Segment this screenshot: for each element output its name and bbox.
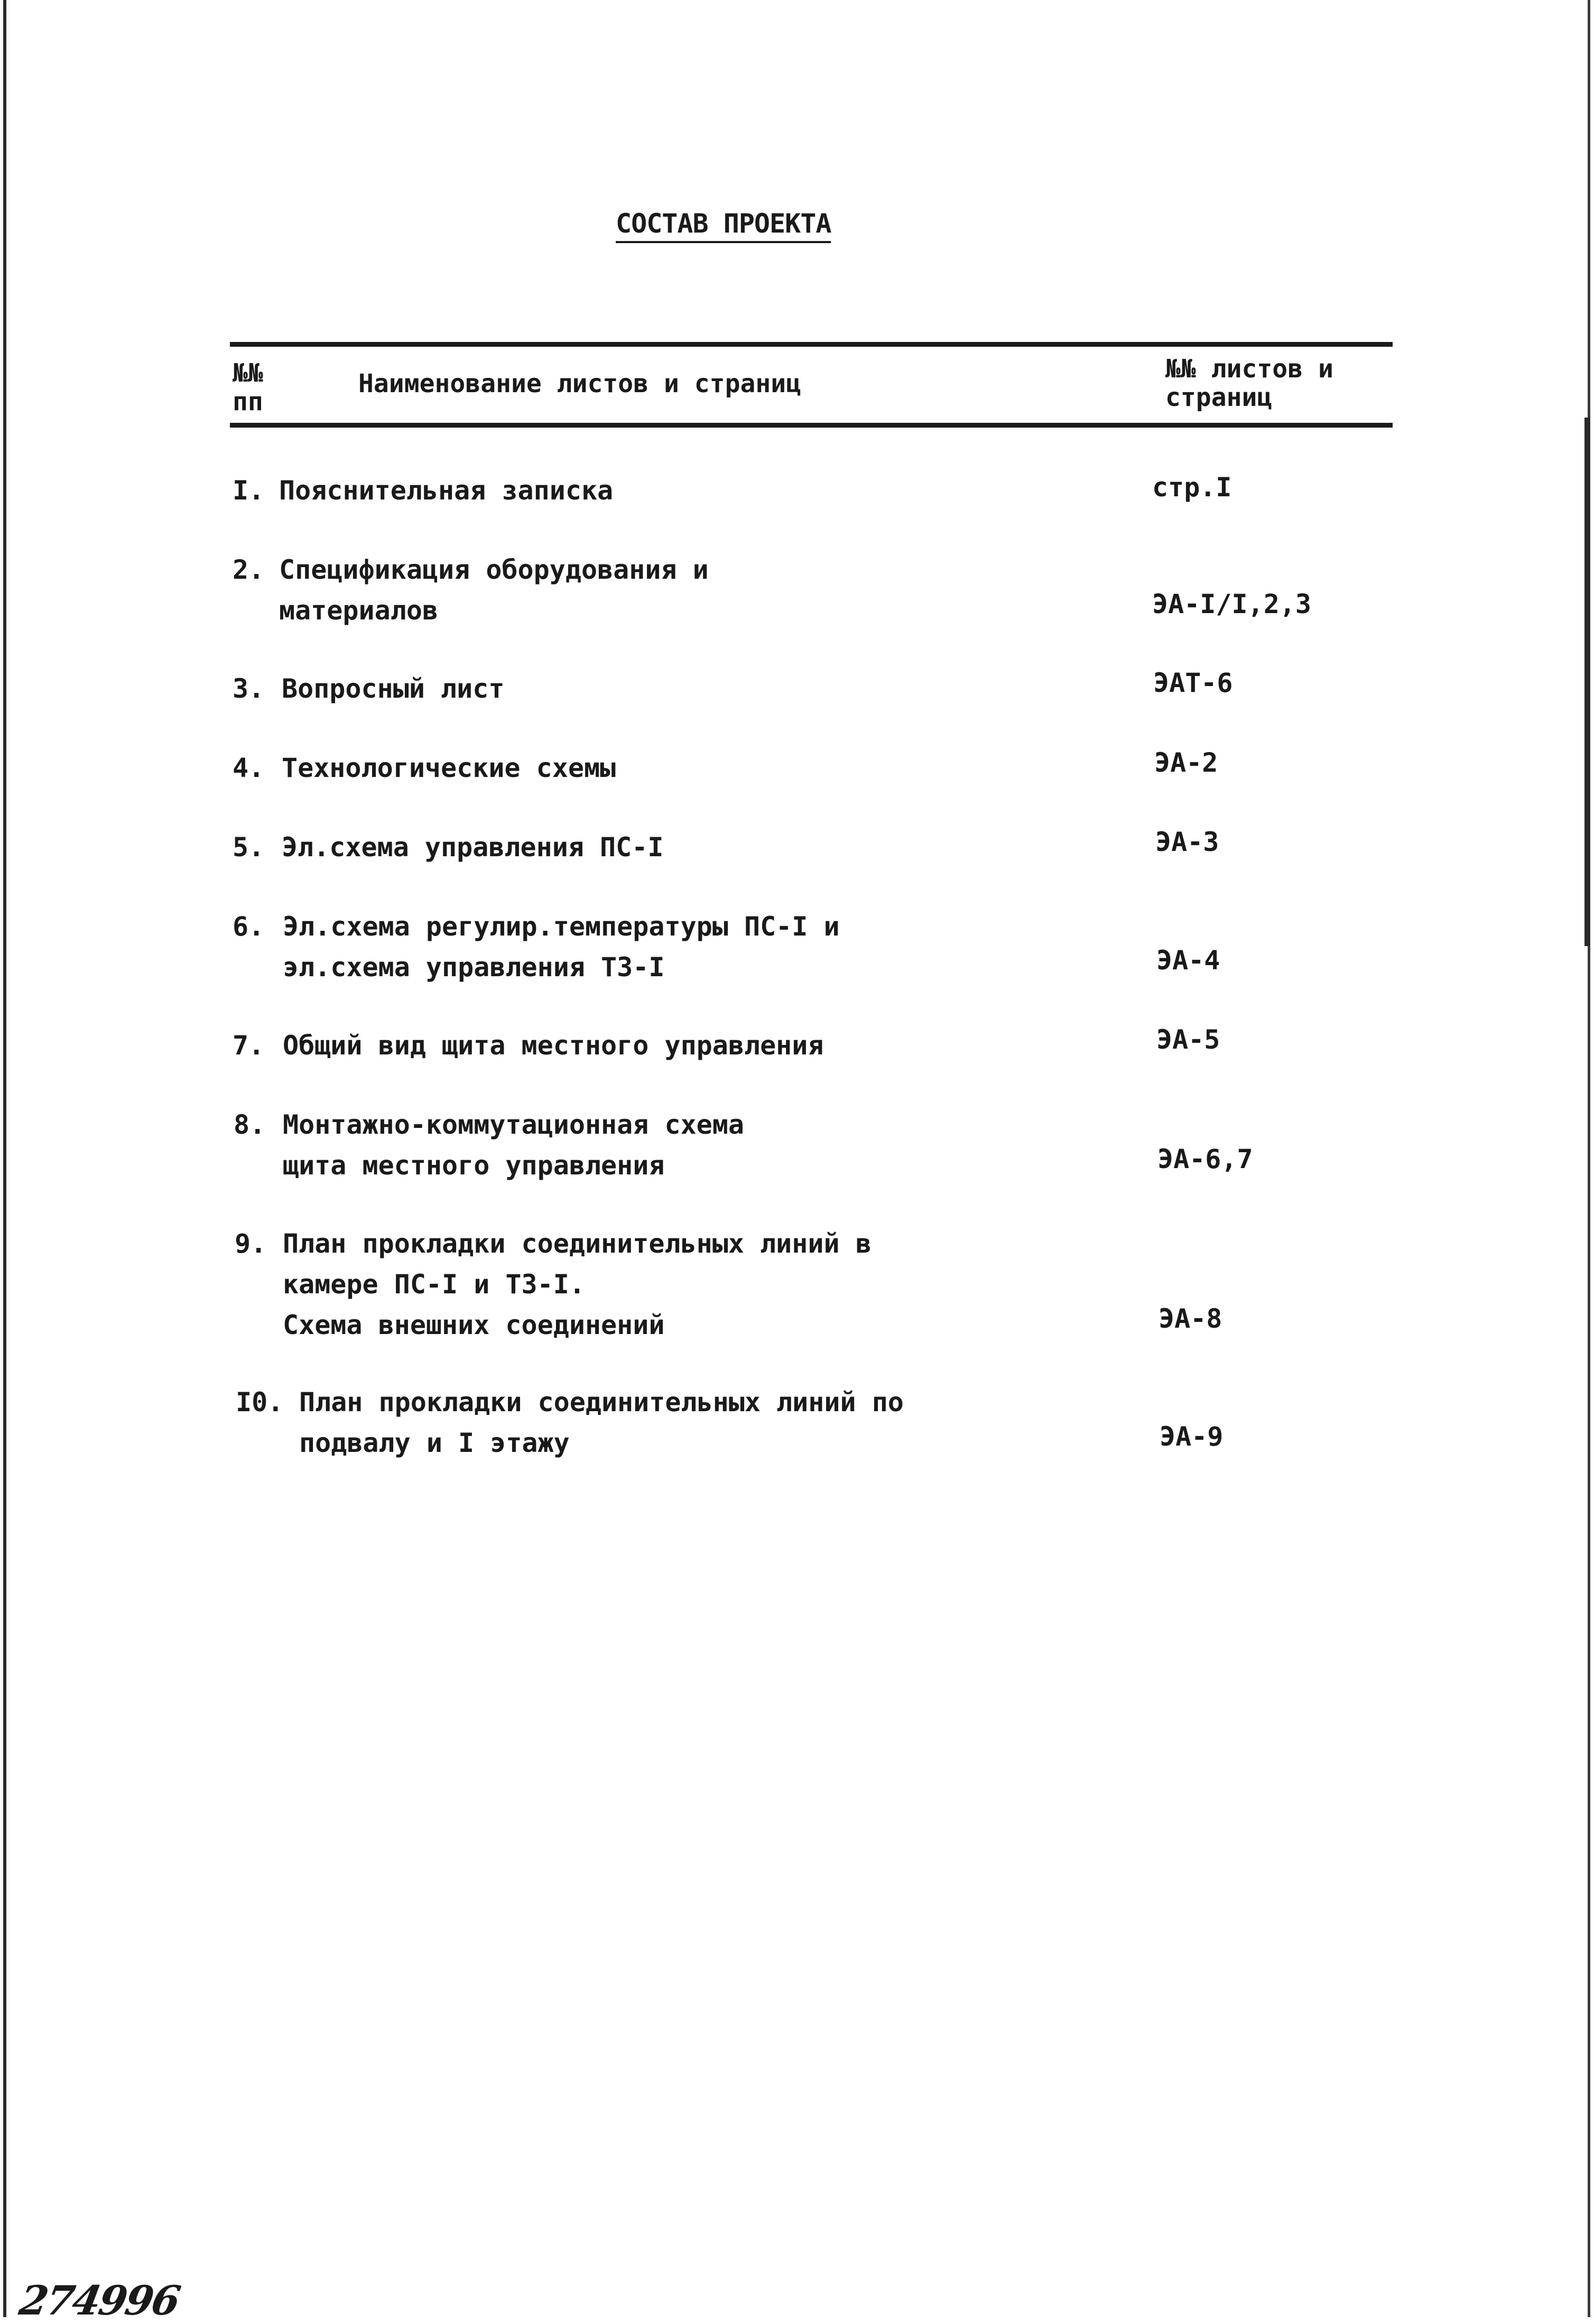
row-number: I. xyxy=(233,475,265,506)
page-title: СОСТАВ ПРОЕКТА xyxy=(616,210,831,243)
row-title: Вопросный лист xyxy=(282,673,505,704)
row-title: Общий вид щита местного управления xyxy=(283,1030,824,1061)
row-title-continued: материалов xyxy=(279,595,439,626)
row-sheet: ЭА-3 xyxy=(1155,827,1219,857)
row-title-continued: подвалу и I этажу xyxy=(299,1428,570,1458)
header-name-column: Наименование листов и страниц xyxy=(358,369,802,399)
row-title-continued: Схема внешних соединений xyxy=(283,1310,665,1340)
table-top-rule xyxy=(230,342,1393,347)
row-sheet: ЭА-2 xyxy=(1154,747,1218,778)
row-sheet: ЭА-I/I,2,3 xyxy=(1152,589,1312,619)
row-sheet: ЭА-8 xyxy=(1159,1303,1222,1334)
table-header-rule xyxy=(230,423,1393,428)
inventory-number: 274996 xyxy=(16,2277,183,2324)
row-number: 4. xyxy=(233,753,265,783)
row-title-continued: щита местного управления xyxy=(283,1150,665,1181)
header-sheets-column xyxy=(1165,355,1333,412)
row-title: Эл.схема управления ПС-I xyxy=(282,832,664,863)
row-number: 2. xyxy=(233,554,265,585)
row-number: 6. xyxy=(233,911,265,942)
row-title: Спецификация оборудования и xyxy=(279,554,709,585)
row-title-continued: камере ПС-I и ТЗ-I. xyxy=(283,1269,585,1300)
row-number: 9. xyxy=(235,1228,267,1259)
page-border-right-mark xyxy=(1584,418,1590,946)
page-border-left xyxy=(3,0,6,2317)
header-number-line1: №№ xyxy=(233,358,263,388)
row-title: Эл.схема регулир.температуры ПС-I и xyxy=(283,911,840,942)
row-number: 3. xyxy=(233,673,265,704)
row-sheet: ЭА-4 xyxy=(1156,945,1220,976)
row-sheet: ЭА-6,7 xyxy=(1157,1144,1253,1174)
header-sheets-line2: страниц xyxy=(1165,382,1273,412)
row-title: План прокладки соединительных линий по xyxy=(299,1387,904,1418)
header-sheets-line1: №№ листов и xyxy=(1165,354,1333,384)
row-title: План прокладки соединительных линий в xyxy=(283,1228,872,1259)
row-sheet: ЭА-5 xyxy=(1156,1024,1220,1055)
row-sheet: стр.I xyxy=(1152,472,1232,503)
row-title: Пояснительная записка xyxy=(279,475,614,506)
row-number: 5. xyxy=(233,832,265,863)
row-number: 8. xyxy=(234,1109,266,1140)
row-sheet: ЭАТ-6 xyxy=(1153,668,1233,698)
row-title-continued: эл.схема управления ТЗ-I xyxy=(283,952,665,983)
row-sheet: ЭА-9 xyxy=(1160,1421,1224,1452)
header-number-column xyxy=(233,359,263,416)
row-number: 7. xyxy=(233,1030,265,1061)
page-border-right xyxy=(1588,0,1590,2317)
row-title: Технологические схемы xyxy=(282,753,616,783)
row-number: I0. xyxy=(236,1387,284,1418)
header-number-line2: пп xyxy=(233,386,263,416)
row-title: Монтажно-коммутационная схема xyxy=(283,1109,744,1140)
